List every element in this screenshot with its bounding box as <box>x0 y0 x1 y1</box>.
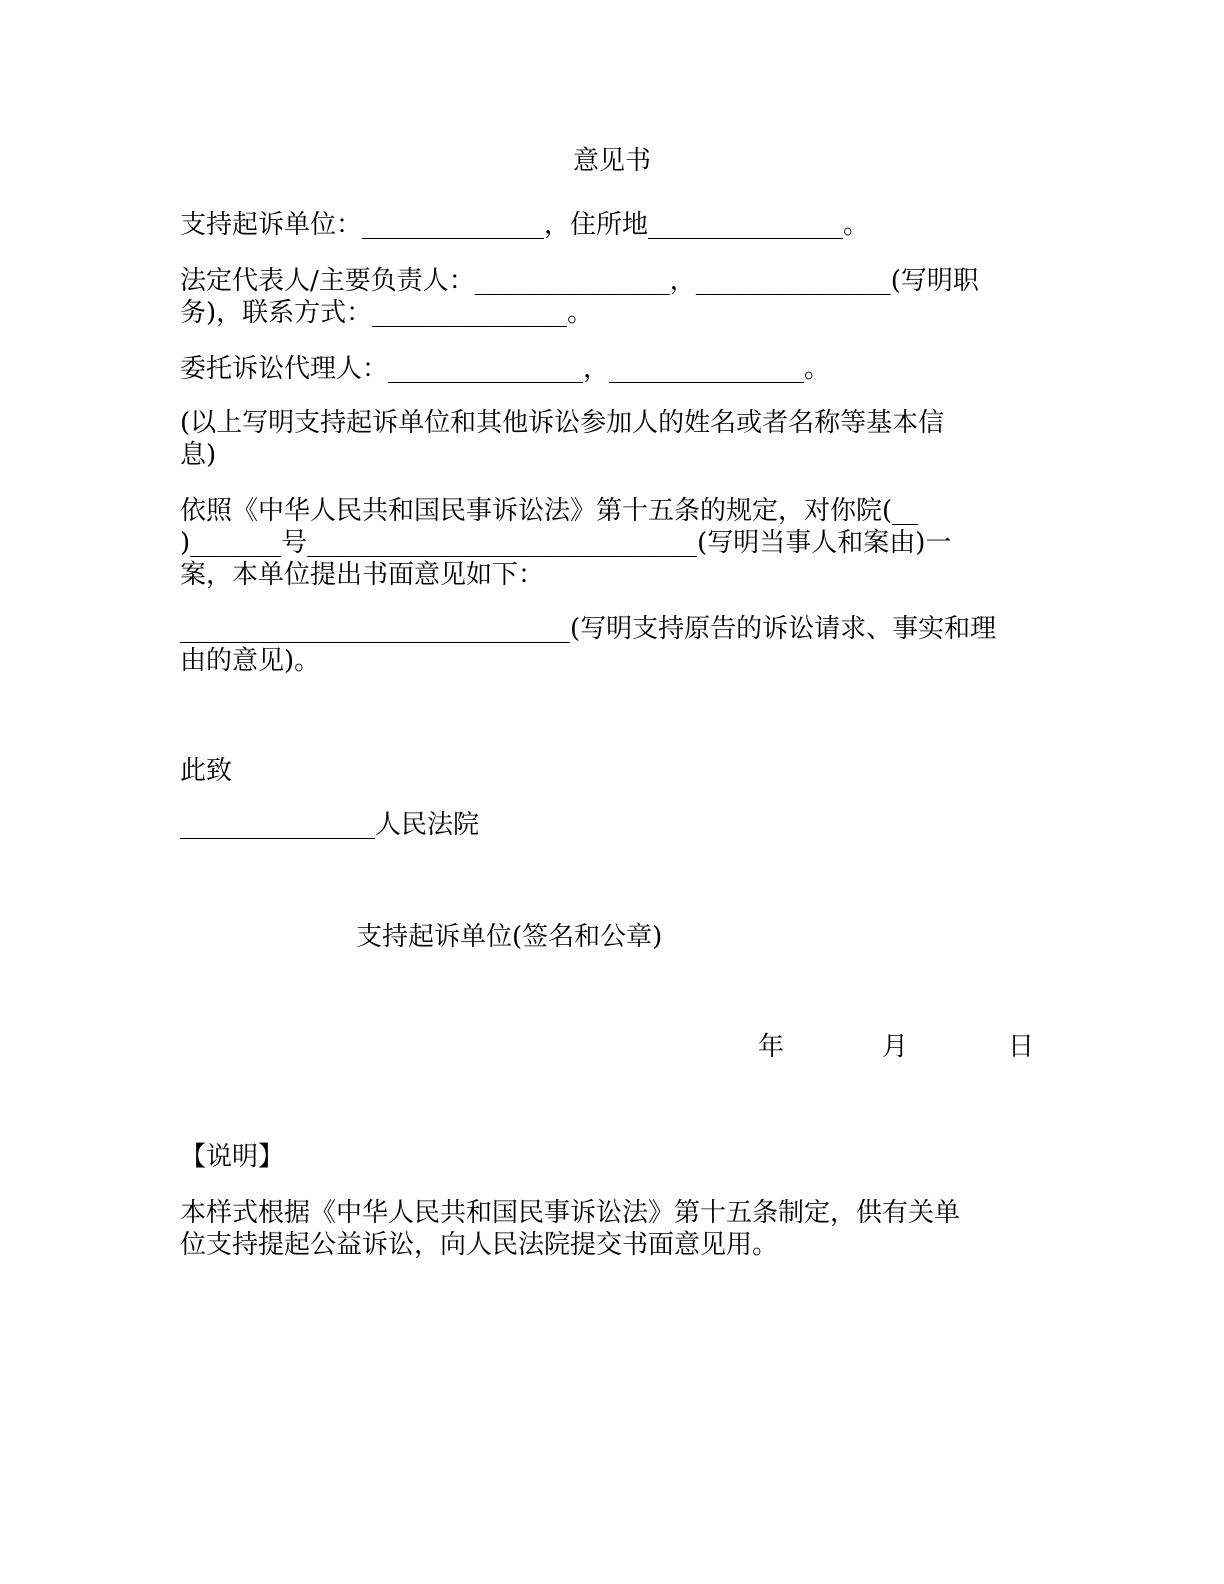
party-line: 支持起诉单位：______________，住所地_______________。 <box>180 210 870 240</box>
court-line: _______________人民法院 <box>180 810 480 840</box>
note-line-1: (以上写明支持起诉单位和其他诉讼参加人的姓名或者名称等基本信 <box>180 408 945 438</box>
representative-line-1: 法定代表人/主要负责人：_______________，_______________(写明职 <box>180 266 979 296</box>
explanation-heading: 【说明】 <box>180 1142 285 1172</box>
explanation-line-2: 位支持提起公益诉讼，向人民法院提交书面意见用。 <box>180 1230 779 1260</box>
date-day: 日 <box>1008 1032 1035 1062</box>
opinion-line-1: ______________________________(写明支持原告的诉讼请求、事实和理 <box>180 614 997 644</box>
agent-line: 委托诉讼代理人：_______________，_______________。 <box>180 354 831 384</box>
salutation: 此致 <box>180 756 233 786</box>
signature-line: 支持起诉单位(签名和公章) <box>356 922 663 952</box>
basis-line-1: 依照《中华人民共和国民事诉讼法》第十五条的规定，对你院(__ <box>180 496 919 526</box>
opinion-line-2: 由的意见)。 <box>180 646 321 676</box>
explanation-line-1: 本样式根据《中华人民共和国民事诉讼法》第十五条制定，供有关单 <box>180 1198 961 1228</box>
note-line-2: 息) <box>180 440 217 470</box>
document-title: 意见书 <box>572 146 651 176</box>
representative-line-2: 务)，联系方式：_______________。 <box>180 298 594 328</box>
basis-line-3: 案，本单位提出书面意见如下： <box>180 560 545 590</box>
basis-line-2: )_______号______________________________(写明当事人和案由)一 <box>180 528 952 558</box>
date-month: 月 <box>882 1032 909 1062</box>
date-year: 年 <box>758 1032 785 1062</box>
